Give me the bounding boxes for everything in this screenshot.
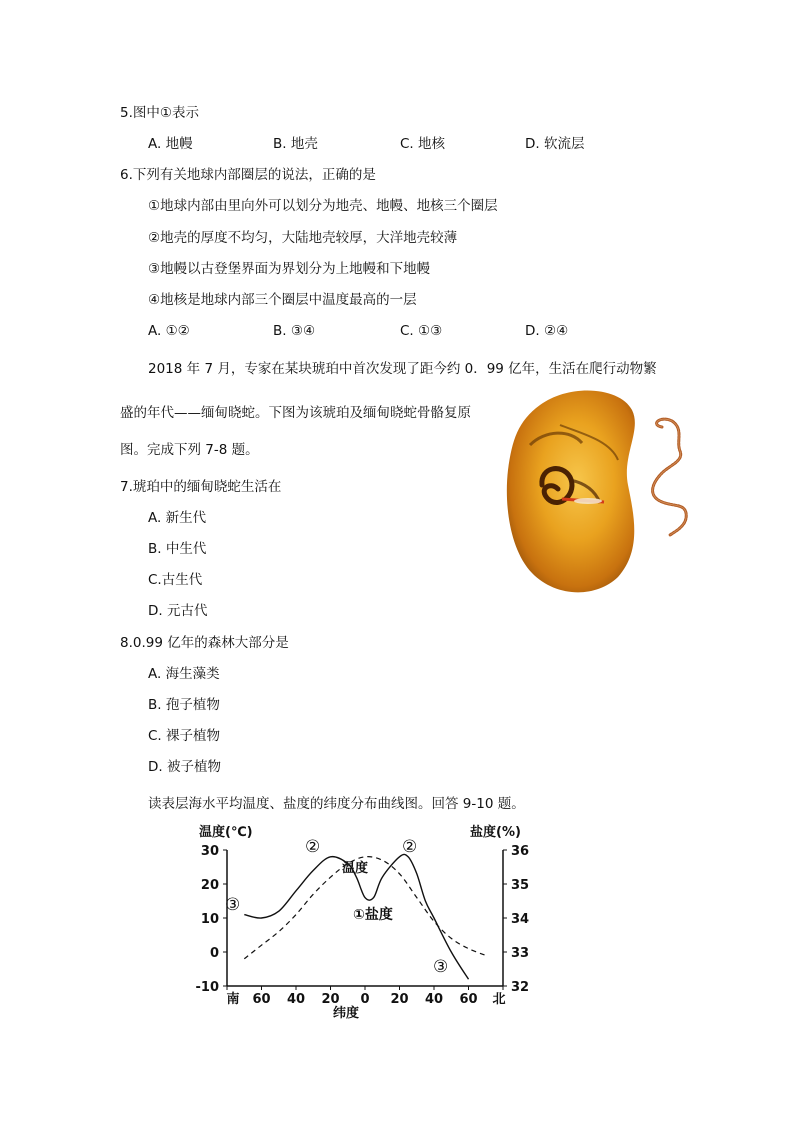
right-y-tick-label: 33 [511,946,530,961]
q8-stem: 8.0.99 亿年的森林大部分是 [120,635,289,651]
left-y-tick-label: 30 [200,844,219,859]
q6-statement-2: ②地壳的厚度不均匀，大陆地壳较厚，大洋地壳较薄 [148,230,458,246]
q6-statement-4: ④地核是地球内部三个圈层中温度最高的一层 [148,292,417,308]
temperature-curve-label: 温度 [342,861,369,876]
x-tick-label: 20 [321,992,340,1007]
intro-7-8-line2: 盛的年代——缅甸晓蛇。下图为该琥珀及缅甸晓蛇骨骼复原 [120,405,471,421]
q6-statement-3: ③地幔以古登堡界面为界划分为上地幔和下地幔 [148,261,431,277]
annotation-circle-2-left: ② [305,837,321,857]
q5-option-b: B. 地壳 [273,136,318,152]
q7-stem: 7.琥珀中的缅甸晓蛇生活在 [120,479,282,495]
right-y-tick-label: 34 [511,912,530,927]
q7-option-b: B. 中生代 [148,541,207,557]
q6-statement-1: ①地球内部由里向外可以划分为地壳、地幔、地核三个圈层 [148,198,498,214]
x-tick-label: 南 [226,992,240,1007]
x-axis-label: 纬度 [333,1006,360,1021]
left-y-tick-label: -10 [195,980,219,995]
x-ticks [226,986,505,1007]
right-y-tick-label: 35 [511,878,530,893]
annotation-circle-3-right: ③ [433,957,449,977]
intro-9-10: 读表层海水平均温度、盐度的纬度分布曲线图。回答 9-10 题。 [148,796,525,812]
x-tick-label: 60 [252,992,271,1007]
intro-7-8-line3: 图。完成下列 7-8 题。 [120,442,259,458]
left-y-tick-label: 10 [200,912,219,927]
annotation-circle-2-right: ② [402,837,418,857]
right-y-ticks [503,844,529,995]
x-tick-label: 60 [459,992,478,1007]
q5-option-c: C. 地核 [400,136,446,152]
q7-option-a: A. 新生代 [148,510,207,526]
q6-option-b: B. ③④ [273,323,316,339]
x-tick-label: 40 [286,992,306,1007]
left-y-tick-label: 0 [209,946,219,961]
q6-stem: 6.下列有关地球内部圈层的说法，正确的是 [120,167,376,183]
q7-option-c: C.古生代 [148,572,203,588]
left-axis-label: 温度(℃) [199,825,253,840]
q6-option-c: C. ①③ [400,323,443,339]
x-tick-label: 0 [360,992,370,1007]
annotation-circle-3-left: ③ [225,895,241,915]
q6-option-d: D. ②④ [525,323,569,339]
x-tick-label: 40 [424,992,444,1007]
q6-option-a: A. ①② [148,323,190,339]
skeleton-reconstruction [653,419,687,535]
q8-option-a: A. 海生藻类 [148,666,220,682]
q5-stem: 5.图中①表示 [120,105,199,121]
q7-option-d: D. 元古代 [148,603,208,619]
right-y-tick-label: 36 [511,844,530,859]
q5-option-a: A. 地幔 [148,136,193,152]
temperature-salinity-chart [185,820,530,1025]
intro-7-8-line1: 2018 年 7 月，专家在某块琥珀中首次发现了距今约 0．99 亿年，生活在爬行动物繁 [148,361,657,377]
left-y-tick-label: 20 [200,878,219,893]
amber-fossil-image [500,385,700,600]
left-y-ticks [196,844,228,995]
q8-option-b: B. 孢子植物 [148,697,220,713]
q8-option-d: D. 被子植物 [148,759,221,775]
q5-option-d: D. 软流层 [525,136,585,152]
annotation-circle-1-salinity: ①盐度 [353,907,393,923]
x-tick-label: 北 [492,992,506,1007]
x-tick-label: 20 [390,992,409,1007]
right-axis-label: 盐度(%) [470,825,521,840]
right-y-tick-label: 32 [511,980,530,995]
q8-option-c: C. 裸子植物 [148,728,221,744]
